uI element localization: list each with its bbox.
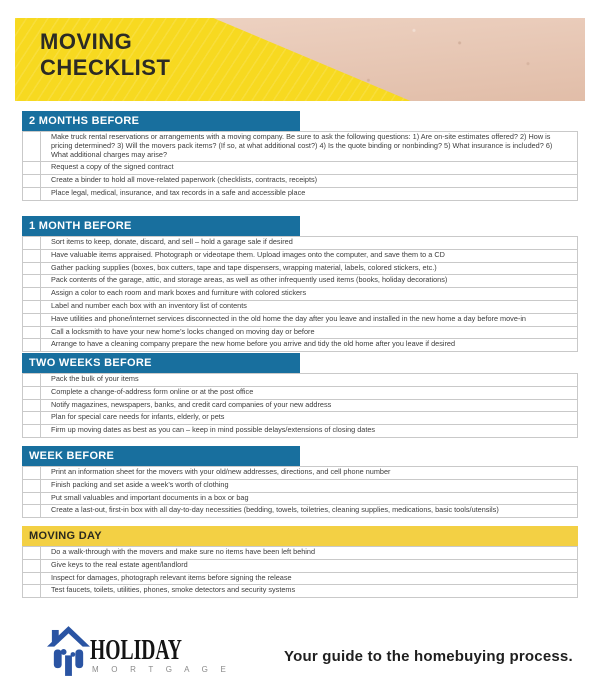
checklist-item-text: Inspect for damages, photograph relevant items before signing the release xyxy=(51,572,292,582)
checkbox-cell[interactable] xyxy=(23,467,41,479)
checklist-item-text: Plan for special care needs for infants, elderly, or pets xyxy=(51,412,225,422)
checklist-row xyxy=(23,250,577,263)
section-header-week-before: WEEK BEFORE xyxy=(22,446,300,466)
checkbox-cell[interactable] xyxy=(23,480,41,492)
checklist-item-text: Complete a change-of-address form online or at the post office xyxy=(51,386,254,396)
brand-subtitle: M O R T G A G E xyxy=(92,665,232,674)
checkbox-cell[interactable] xyxy=(23,162,41,174)
checklist-row xyxy=(23,263,577,276)
checkbox-cell[interactable] xyxy=(23,250,41,262)
checklist-row xyxy=(23,467,577,480)
checkbox-cell[interactable] xyxy=(23,175,41,187)
checklist-row xyxy=(23,237,577,250)
section-header-2-months-before: 2 MONTHS BEFORE xyxy=(22,111,300,131)
section-header-two-weeks-before: TWO WEEKS BEFORE xyxy=(22,353,300,373)
checkbox-cell[interactable] xyxy=(23,412,41,424)
checkbox-cell[interactable] xyxy=(23,188,41,200)
checkbox-cell[interactable] xyxy=(23,493,41,505)
checkbox-cell[interactable] xyxy=(23,132,41,161)
checklist-row xyxy=(23,412,577,425)
checklist-item-text: Arrange to have a cleaning company prepare the new home before you arrive and tidy the old home after you leave if desired xyxy=(51,339,456,349)
checklist-row xyxy=(23,505,577,517)
checklist-row xyxy=(23,480,577,493)
checklist-item-text: Have utilities and phone/internet services disconnected in the old home the day after you leave and installed in the new home a day before move-in xyxy=(51,313,526,323)
house-family-logo-icon xyxy=(47,625,90,676)
checklist-row xyxy=(23,387,577,400)
checklist-row xyxy=(23,162,577,175)
checklist-row xyxy=(23,585,577,597)
checklist-item-text: Finish packing and set aside a week’s worth of clothing xyxy=(51,479,229,489)
checklist-item-text: Put small valuables and important documents in a box or bag xyxy=(51,492,249,502)
checklist-item-text: Have valuable items appraised. Photograph or videotape them. Upload images onto the computer, and save them to a CD xyxy=(51,249,445,259)
checkbox-cell[interactable] xyxy=(23,327,41,339)
checkbox-cell[interactable] xyxy=(23,400,41,412)
checklist-item-text: Request a copy of the signed contract xyxy=(51,162,174,172)
checkbox-cell[interactable] xyxy=(23,339,41,351)
checklist-item-text: Gather packing supplies (boxes, box cutters, tape and tape dispensers, wrapping material, labels, colored stickers, etc.) xyxy=(51,262,437,272)
checklist-row xyxy=(23,425,577,437)
checklist-item-text: Firm up moving dates as best as you can – keep in mind possible delays/extensions of closing dates xyxy=(51,425,376,435)
checklist-item-text: Create a binder to hold all move-related paperwork (checklists, contracts, receipts) xyxy=(51,175,318,185)
checkbox-cell[interactable] xyxy=(23,301,41,313)
section-2-months-before xyxy=(22,111,578,201)
checklist-row xyxy=(23,400,577,413)
section-header-1-month-before: 1 MONTH BEFORE xyxy=(22,216,300,236)
checklist-row xyxy=(23,175,577,188)
checkbox-cell[interactable] xyxy=(23,585,41,597)
checklist-row xyxy=(23,547,577,560)
checklist-row xyxy=(23,301,577,314)
checklist-item-text: Create a last-out, first-in box with all day-to-day necessities (bedding, towels, toiletries, cleaning supplies, medications, basic tools/utensils) xyxy=(51,505,499,515)
checkbox-cell[interactable] xyxy=(23,374,41,386)
page-title xyxy=(40,29,170,81)
checklist-table xyxy=(22,236,578,352)
checkbox-cell[interactable] xyxy=(23,263,41,275)
checklist-item-text: Pack the bulk of your items xyxy=(51,374,139,383)
checklist-row xyxy=(23,288,577,301)
checklist-item-text: Pack contents of the garage, attic, and storage areas, as well as other infrequently used items (books, holiday decorations) xyxy=(51,275,448,285)
brand-name: HOLIDAY xyxy=(90,635,182,666)
checkbox-cell[interactable] xyxy=(23,237,41,249)
checklist-row xyxy=(23,339,577,351)
checkbox-cell[interactable] xyxy=(23,275,41,287)
checklist-table xyxy=(22,466,578,518)
checklist-item-text: Assign a color to each room and mark boxes and furniture with colored stickers xyxy=(51,288,307,298)
checklist-row xyxy=(23,374,577,387)
checklist-row xyxy=(23,188,577,200)
checklist-item-text: Place legal, medical, insurance, and tax records in a safe and accessible place xyxy=(51,187,306,197)
page-title-line2: CHECKLIST xyxy=(40,55,171,80)
checklist-row xyxy=(23,132,577,162)
checkbox-cell[interactable] xyxy=(23,547,41,559)
checklist-item-text: Give keys to the real estate agent/landlord xyxy=(51,559,188,569)
checklist-table xyxy=(22,546,578,598)
checklist-row xyxy=(23,573,577,586)
checklist-row xyxy=(23,560,577,573)
checkbox-cell[interactable] xyxy=(23,560,41,572)
checklist-item-text: Label and number each box with an inventory list of contents xyxy=(51,300,247,310)
checklist-item-text: Make truck rental reservations or arrangements with a moving company. Be sure to ask the following questions: 1) Are on-site estimates offered? 2) How is pricing determined? 3) Will the movers pack items? (If so, at what additional cost?) 4) Is the quote binding or nonbinding? 5) What insurance is included? 6) What additional charges may arise? xyxy=(51,132,553,159)
checklist-item-text: Print an information sheet for the movers with your old/new addresses, directions, and cell phone number xyxy=(51,467,391,476)
section-1-month-before xyxy=(22,216,578,352)
checkbox-cell[interactable] xyxy=(23,425,41,437)
checklist-item-text: Do a walk-through with the movers and make sure no items have been left behind xyxy=(51,547,316,556)
checklist-row xyxy=(23,327,577,340)
checkbox-cell[interactable] xyxy=(23,288,41,300)
checklist-table xyxy=(22,131,578,201)
tagline: Your guide to the homebuying process. xyxy=(284,648,573,665)
section-week-before xyxy=(22,446,578,518)
checkbox-cell[interactable] xyxy=(23,573,41,585)
checklist-row xyxy=(23,493,577,506)
section-header-moving-day: MOVING DAY xyxy=(22,526,578,546)
section-two-weeks-before xyxy=(22,353,578,438)
checklist-item-text: Test faucets, toilets, utilities, phones, smoke detectors and security systems xyxy=(51,585,296,595)
checklist-row xyxy=(23,314,577,327)
checkbox-cell[interactable] xyxy=(23,505,41,517)
checklist-item-text: Call a locksmith to have your new home’s locks changed on moving day or before xyxy=(51,326,315,336)
checklist-item-text: Notify magazines, newspapers, banks, and credit card companies of your new address xyxy=(51,399,332,409)
checklist-table xyxy=(22,373,578,438)
checklist-item-text: Sort items to keep, donate, discard, and sell – hold a garage sale if desired xyxy=(51,237,293,246)
header-banner xyxy=(15,18,585,101)
checklist-row xyxy=(23,275,577,288)
checkbox-cell[interactable] xyxy=(23,314,41,326)
page-title-line1: MOVING xyxy=(40,29,133,54)
section-moving-day xyxy=(22,526,578,598)
checkbox-cell[interactable] xyxy=(23,387,41,399)
